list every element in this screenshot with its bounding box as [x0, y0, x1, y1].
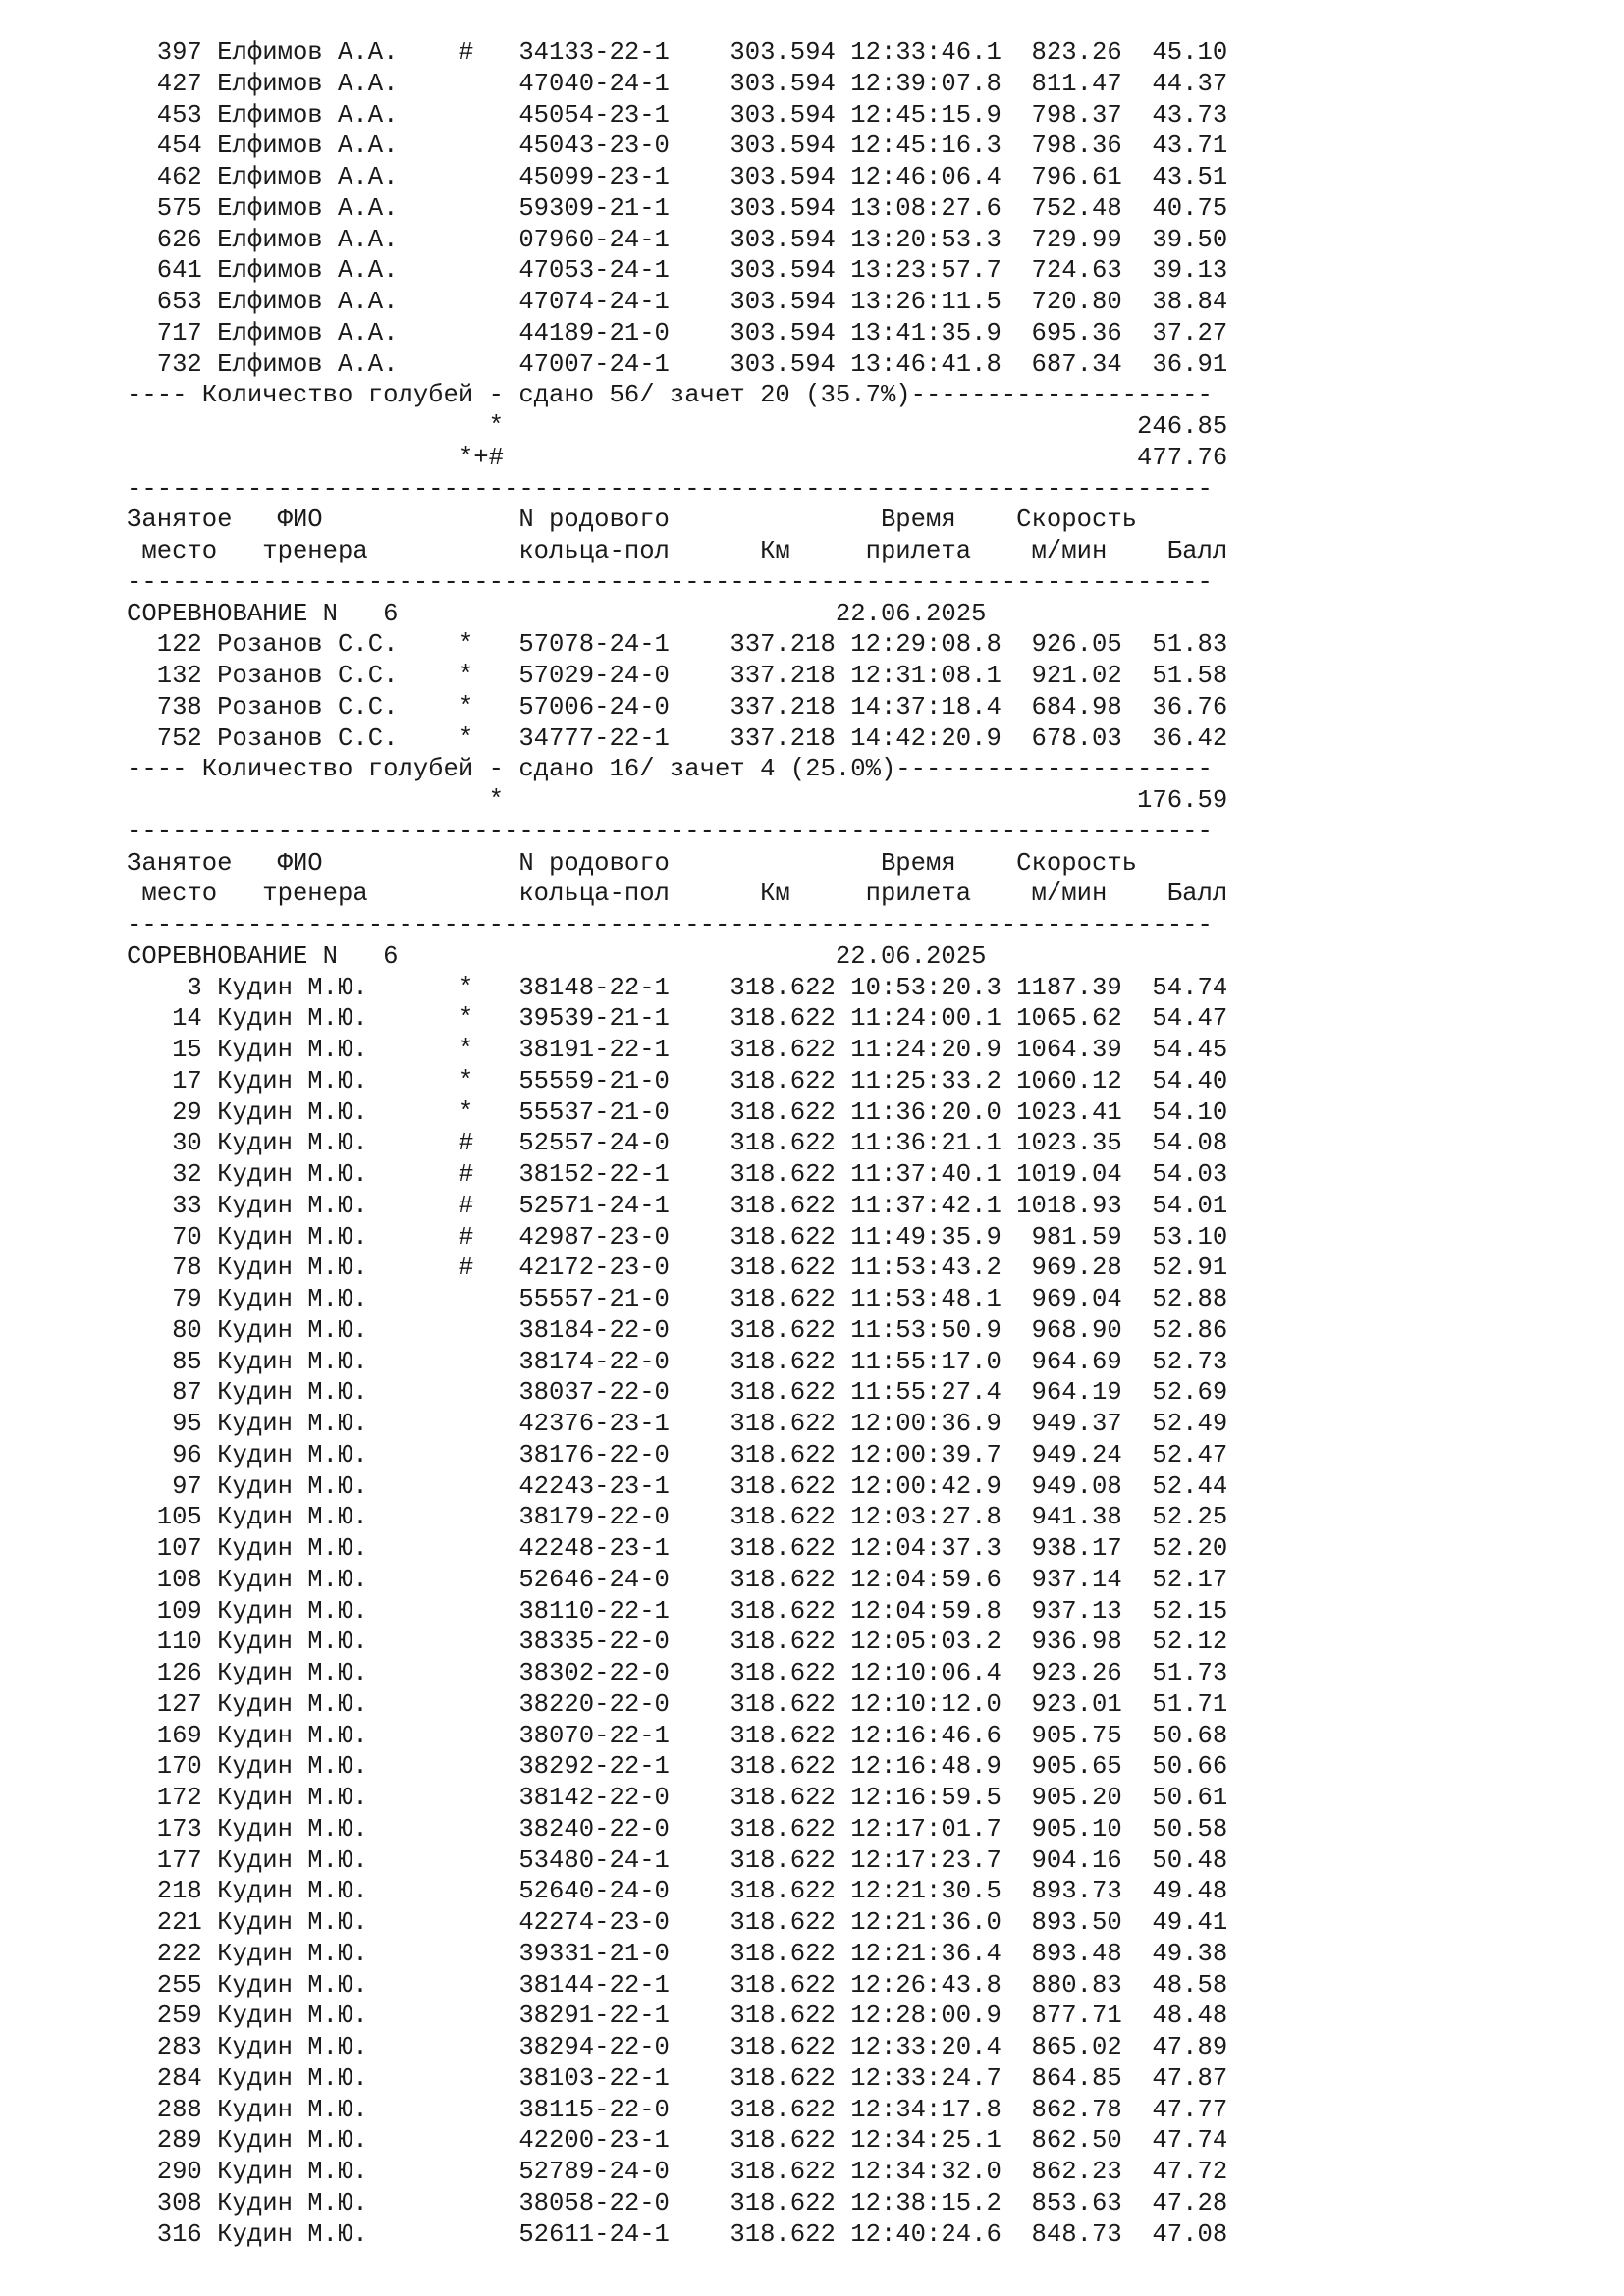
printout-line: 97 Кудин М.Ю. 42243-23-1 318.622 12:00:42.9 949.08 52.44 [127, 1471, 1228, 1501]
printout-line: 30 Кудин М.Ю. # 52557-24-0 318.622 11:36:21.1 1023.35 54.08 [127, 1129, 1228, 1158]
printout-line: ------------------------------------------------------------------------ [127, 911, 1213, 939]
printout-line: 95 Кудин М.Ю. 42376-23-1 318.622 12:00:36.9 949.37 52.49 [127, 1410, 1228, 1438]
printout-line: 78 Кудин М.Ю. # 42172-23-0 318.622 11:53:43.2 969.28 52.91 [127, 1254, 1228, 1283]
printout-line: 172 Кудин М.Ю. 38142-22-0 318.622 12:16:59.5 905.20 50.61 [127, 1784, 1228, 1812]
printout-line: 79 Кудин М.Ю. 55557-21-0 318.622 11:53:48.1 969.04 52.88 [127, 1285, 1228, 1313]
printout-line: 173 Кудин М.Ю. 38240-22-0 318.622 12:17:01.7 905.10 50.58 [127, 1814, 1228, 1843]
printout-line: 108 Кудин М.Ю. 52646-24-0 318.622 12:04:59.6 937.14 52.17 [127, 1565, 1228, 1594]
printout-line: 127 Кудин М.Ю. 38220-22-0 318.622 12:10:12.0 923.01 51.71 [127, 1689, 1228, 1719]
printout-line: 653 Елфимов А.А. 47074-24-1 303.594 13:26:11.5 720.80 38.84 [127, 288, 1228, 316]
printout-line: 96 Кудин М.Ю. 38176-22-0 318.622 12:00:39.7 949.24 52.47 [127, 1440, 1228, 1469]
printout-line: 126 Кудин М.Ю. 38302-22-0 318.622 12:10:06.4 923.26 51.73 [127, 1659, 1228, 1687]
printout-line: 259 Кудин М.Ю. 38291-22-1 318.622 12:28:00.9 877.71 48.48 [127, 2002, 1228, 2031]
printout-line: ------------------------------------------------------------------------ [127, 474, 1213, 504]
printout-line: 222 Кудин М.Ю. 39331-21-0 318.622 12:21:36.4 893.48 49.38 [127, 1939, 1228, 1968]
printout-line: 738 Розанов С.С. * 57006-24-0 337.218 14:37:18.4 684.98 36.76 [127, 692, 1228, 721]
printout-line: 33 Кудин М.Ю. # 52571-24-1 318.622 11:37:42.1 1018.93 54.01 [127, 1191, 1228, 1220]
printout-line: Занятое ФИО N родового Время Скорость [127, 848, 1138, 878]
printout-line: 87 Кудин М.Ю. 38037-22-0 318.622 11:55:27.4 964.19 52.69 [127, 1378, 1228, 1408]
printout-line: 17 Кудин М.Ю. * 55559-21-0 318.622 11:25:33.2 1060.12 54.40 [127, 1066, 1228, 1095]
printout-line: 110 Кудин М.Ю. 38335-22-0 318.622 12:05:03.2 936.98 52.12 [127, 1628, 1228, 1657]
printout-line: 29 Кудин М.Ю. * 55537-21-0 318.622 11:36:20.0 1023.41 54.10 [127, 1097, 1228, 1127]
printout-line: * 176.59 [127, 786, 1228, 815]
printout-line: 169 Кудин М.Ю. 38070-22-1 318.622 12:16:46.6 905.75 50.68 [127, 1721, 1228, 1750]
printout-line: 122 Розанов С.С. * 57078-24-1 337.218 12:29:08.8 926.05 51.83 [127, 630, 1228, 660]
printout-line: 284 Кудин М.Ю. 38103-22-1 318.622 12:33:24.7 864.85 47.87 [127, 2063, 1228, 2093]
printout-line: 752 Розанов С.С. * 34777-22-1 337.218 14:42:20.9 678.03 36.42 [127, 723, 1228, 753]
printout-line: 85 Кудин М.Ю. 38174-22-0 318.622 11:55:17.0 964.69 52.73 [127, 1347, 1228, 1376]
printout-line: 308 Кудин М.Ю. 38058-22-0 318.622 12:38:15.2 853.63 47.28 [127, 2188, 1228, 2217]
printout-line: 462 Елфимов А.А. 45099-23-1 303.594 12:46:06.4 796.61 43.51 [127, 163, 1228, 191]
printout-line: 641 Елфимов А.А. 47053-24-1 303.594 13:23:57.7 724.63 39.13 [127, 256, 1228, 286]
printout-line: *+# 477.76 [127, 443, 1228, 472]
printout-line: СОРЕВНОВАНИЕ N 6 22.06.2025 [127, 941, 987, 971]
printout-line: 14 Кудин М.Ю. * 39539-21-1 318.622 11:24:00.1 1065.62 54.47 [127, 1004, 1228, 1034]
printout-line: 80 Кудин М.Ю. 38184-22-0 318.622 11:53:50.9 968.90 52.86 [127, 1315, 1228, 1345]
printout-line: 170 Кудин М.Ю. 38292-22-1 318.622 12:16:48.9 905.65 50.66 [127, 1752, 1228, 1782]
printout-line: 427 Елфимов А.А. 47040-24-1 303.594 12:39:07.8 811.47 44.37 [127, 69, 1228, 98]
printout-line: 221 Кудин М.Ю. 42274-23-0 318.622 12:21:36.0 893.50 49.41 [127, 1908, 1228, 1937]
printout-line: 626 Елфимов А.А. 07960-24-1 303.594 13:20:53.3 729.99 39.50 [127, 225, 1228, 254]
printout-line: 288 Кудин М.Ю. 38115-22-0 318.622 12:34:17.8 862.78 47.77 [127, 2095, 1228, 2124]
printout-line: 717 Елфимов А.А. 44189-21-0 303.594 13:41:35.9 695.36 37.27 [127, 318, 1228, 347]
printout-line: 397 Елфимов А.А. # 34133-22-1 303.594 12:33:46.1 823.26 45.10 [127, 38, 1228, 67]
printout-line: 70 Кудин М.Ю. # 42987-23-0 318.622 11:49:35.9 981.59 53.10 [127, 1222, 1228, 1252]
printout-line: 177 Кудин М.Ю. 53480-24-1 318.622 12:17:23.7 904.16 50.48 [127, 1845, 1228, 1875]
printout-line: 3 Кудин М.Ю. * 38148-22-1 318.622 10:53:20.3 1187.39 54.74 [127, 973, 1228, 1002]
printout-line: * 246.85 [127, 412, 1228, 441]
printout-line: ------------------------------------------------------------------------ [127, 817, 1213, 846]
printout-line: 283 Кудин М.Ю. 38294-22-0 318.622 12:33:20.4 865.02 47.89 [127, 2033, 1228, 2061]
printout-line: 454 Елфимов А.А. 45043-23-0 303.594 12:45:16.3 798.36 43.71 [127, 132, 1228, 161]
results-printout [127, 37, 1227, 2250]
printout-line: 290 Кудин М.Ю. 52789-24-0 318.622 12:34:32.0 862.23 47.72 [127, 2158, 1228, 2186]
printout-line: 289 Кудин М.Ю. 42200-23-1 318.622 12:34:25.1 862.50 47.74 [127, 2126, 1228, 2156]
printout-line: 15 Кудин М.Ю. * 38191-22-1 318.622 11:24:20.9 1064.39 54.45 [127, 1036, 1228, 1064]
printout-line: 316 Кудин М.Ю. 52611-24-1 318.622 12:40:24.6 848.73 47.08 [127, 2219, 1228, 2249]
printout-line: 107 Кудин М.Ю. 42248-23-1 318.622 12:04:37.3 938.17 52.20 [127, 1534, 1228, 1563]
printout-line: 218 Кудин М.Ю. 52640-24-0 318.622 12:21:30.5 893.73 49.48 [127, 1877, 1228, 1906]
printout-line: ---- Количество голубей - сдано 56/ зачет 20 (35.7%)-------------------- [127, 381, 1213, 410]
printout-line: 32 Кудин М.Ю. # 38152-22-1 318.622 11:37:40.1 1019.04 54.03 [127, 1160, 1228, 1189]
printout-line: 732 Елфимов А.А. 47007-24-1 303.594 13:46:41.8 687.34 36.91 [127, 349, 1228, 379]
printout-line: ---- Количество голубей - сдано 16/ зачет 4 (25.0%)--------------------- [127, 755, 1213, 784]
printout-line: 255 Кудин М.Ю. 38144-22-1 318.622 12:26:43.8 880.83 48.58 [127, 1970, 1228, 2000]
printout-line: место тренера кольца-пол Км прилета м/мин Балл [127, 537, 1228, 565]
printout-line: 132 Розанов С.С. * 57029-24-0 337.218 12:31:08.1 921.02 51.58 [127, 662, 1228, 690]
printout-line: место тренера кольца-пол Км прилета м/мин Балл [127, 880, 1228, 909]
printout-line: 453 Елфимов А.А. 45054-23-1 303.594 12:45:15.9 798.37 43.73 [127, 100, 1228, 130]
printout-line: 109 Кудин М.Ю. 38110-22-1 318.622 12:04:59.8 937.13 52.15 [127, 1596, 1228, 1626]
printout-line: Занятое ФИО N родового Время Скорость [127, 506, 1138, 535]
printout-line: 575 Елфимов А.А. 59309-21-1 303.594 13:08:27.6 752.48 40.75 [127, 193, 1228, 223]
printout-line: 105 Кудин М.Ю. 38179-22-0 318.622 12:03:27.8 941.38 52.25 [127, 1503, 1228, 1532]
printout-line: СОРЕВНОВАНИЕ N 6 22.06.2025 [127, 599, 987, 628]
printout-line: ------------------------------------------------------------------------ [127, 567, 1213, 597]
